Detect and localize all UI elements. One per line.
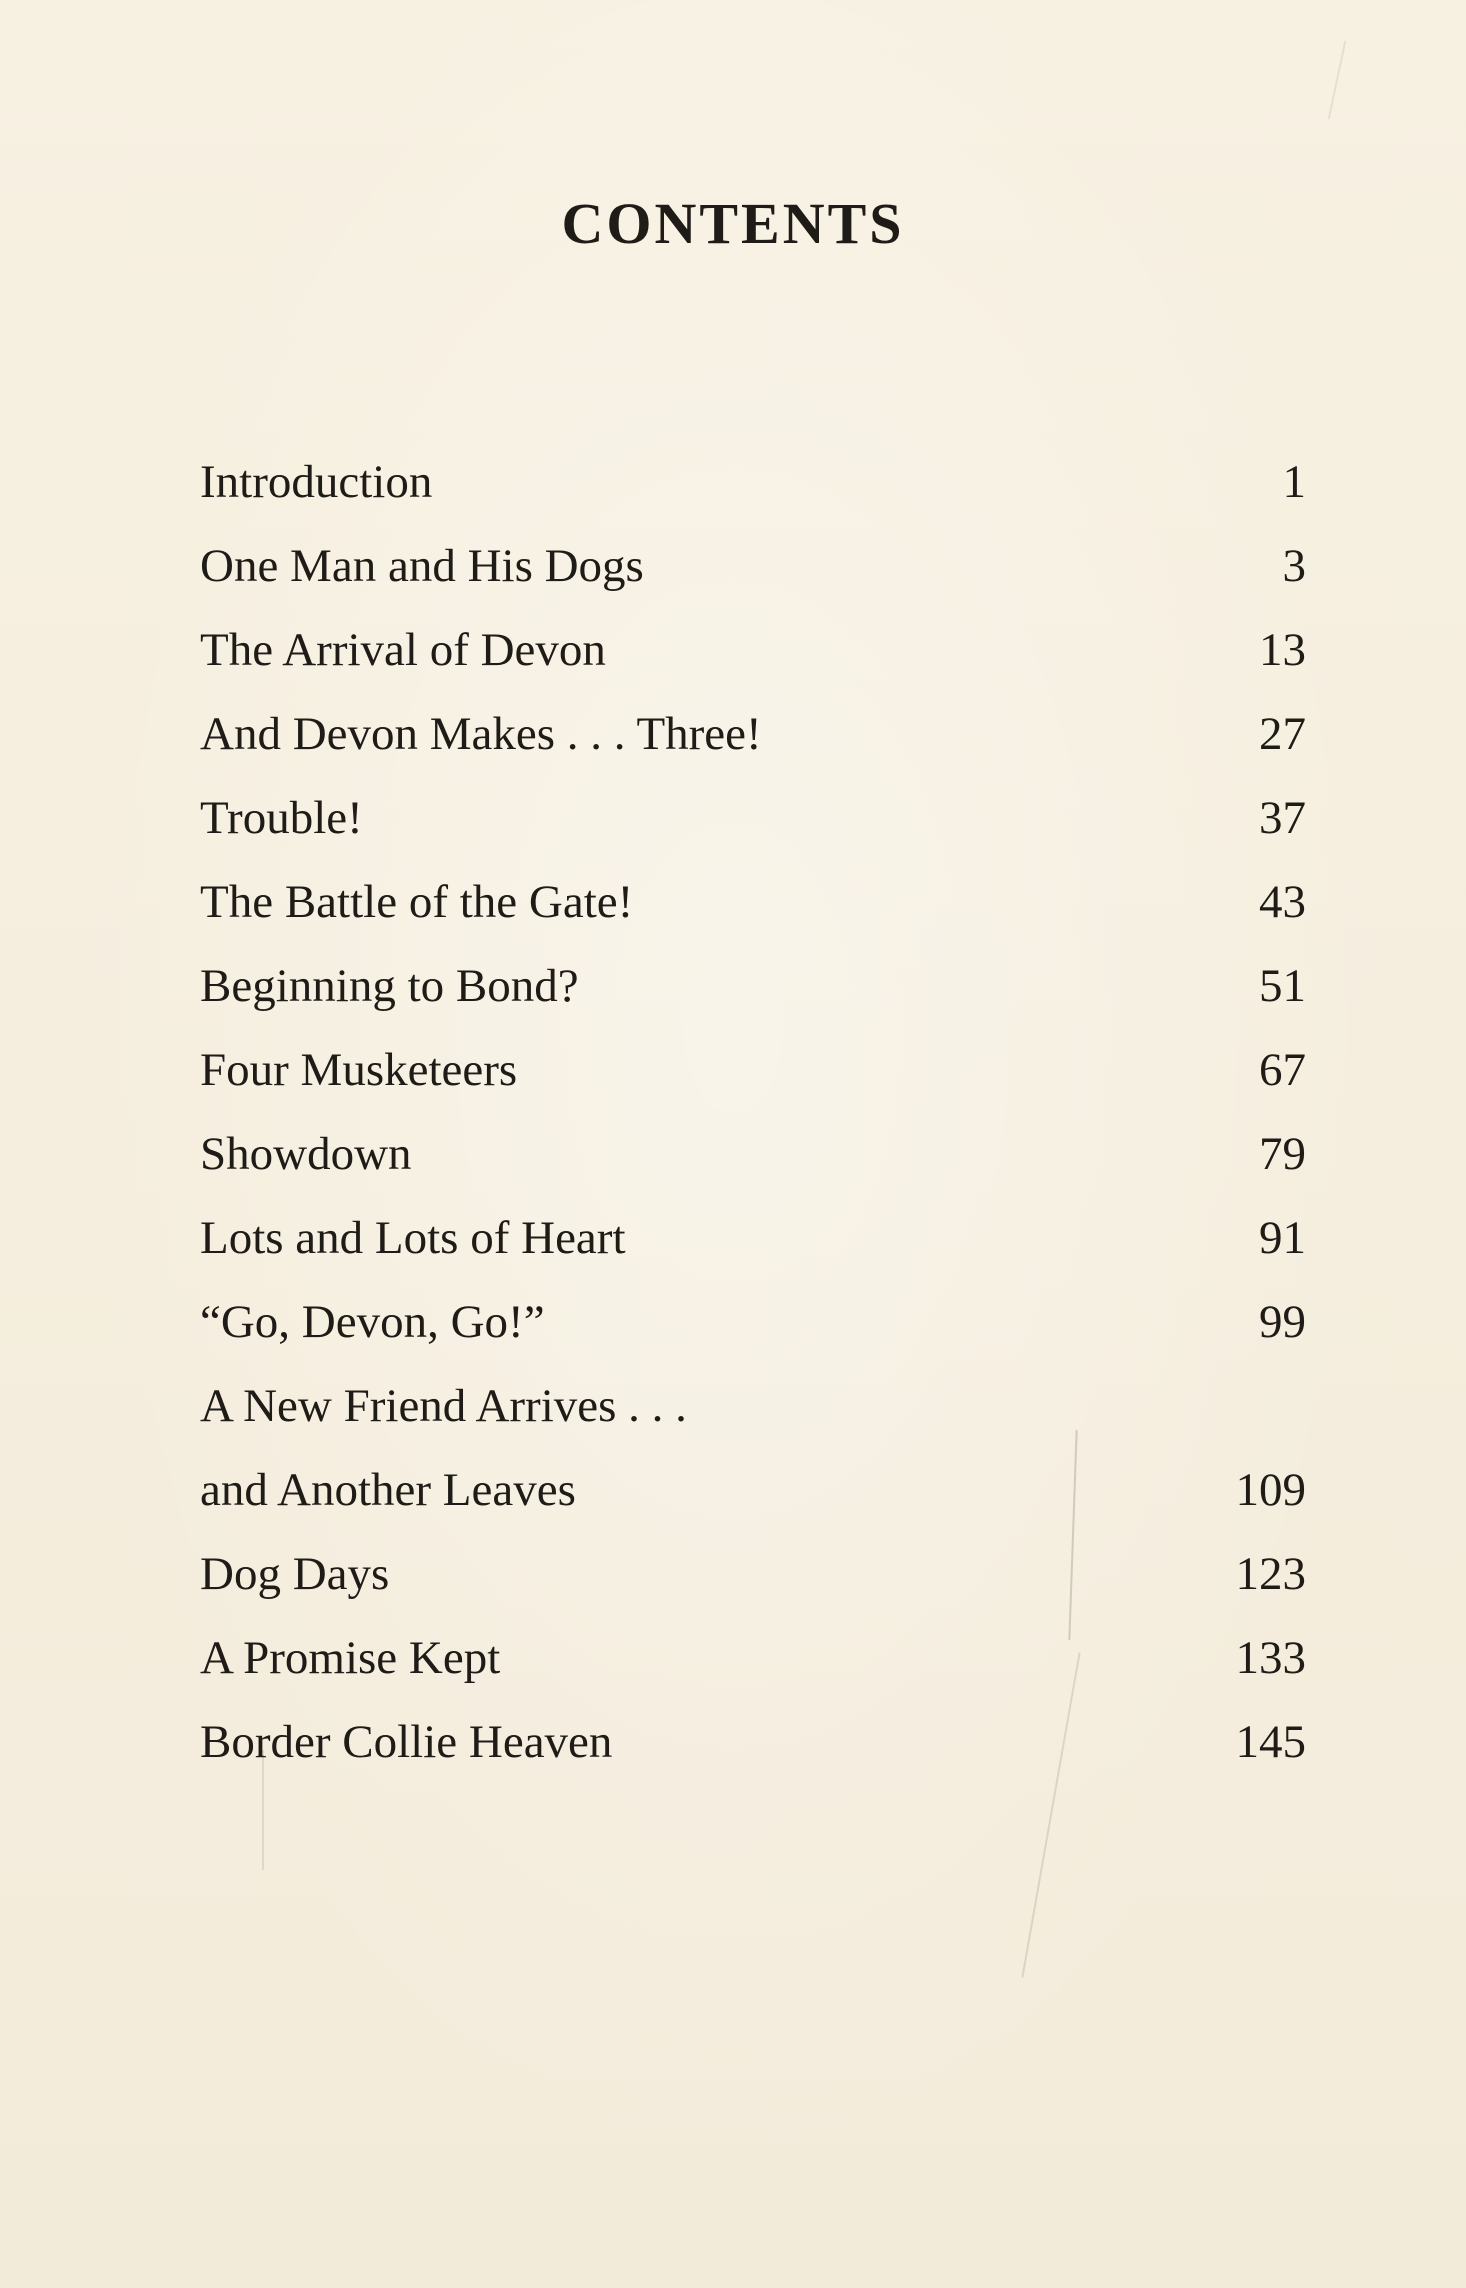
page-title: CONTENTS — [561, 191, 905, 256]
chapter-title: And Devon Makes . . . Three! — [200, 708, 762, 760]
chapter-title: The Arrival of Devon — [200, 624, 606, 676]
chapter-title: Dog Days — [200, 1548, 390, 1600]
chapter-title: One Man and His Dogs — [200, 540, 644, 592]
page-number: 67 — [1259, 1044, 1306, 1096]
page-number: 123 — [1235, 1548, 1306, 1600]
page-number: 43 — [1259, 876, 1306, 928]
toc-entry — [200, 776, 1306, 860]
chapter-title: Introduction — [200, 456, 433, 508]
page-number: 99 — [1259, 1296, 1306, 1348]
page-number: 109 — [1235, 1464, 1306, 1516]
chapter-title: Lots and Lots of Heart — [200, 1212, 626, 1264]
toc-entry — [200, 860, 1306, 944]
toc-entry — [200, 1196, 1306, 1280]
chapter-title: Showdown — [200, 1128, 412, 1180]
chapter-title: A New Friend Arrives . . . — [200, 1380, 687, 1432]
page-number: 37 — [1259, 792, 1306, 844]
toc-entry — [200, 608, 1306, 692]
toc-entry — [200, 524, 1306, 608]
toc-entry — [200, 1112, 1306, 1196]
toc-entry — [200, 1028, 1306, 1112]
chapter-title: Beginning to Bond? — [200, 960, 579, 1012]
page-number: 27 — [1259, 708, 1306, 760]
chapter-title: Four Musketeers — [200, 1044, 518, 1096]
page-number: 1 — [1282, 456, 1306, 508]
table-of-contents — [200, 440, 1306, 1784]
toc-entry — [200, 440, 1306, 524]
chapter-title: and Another Leaves — [200, 1464, 576, 1516]
chapter-title: “Go, Devon, Go!” — [200, 1296, 545, 1348]
chapter-title: A Promise Kept — [200, 1632, 501, 1684]
page-number: 145 — [1235, 1716, 1306, 1768]
toc-entry — [200, 944, 1306, 1028]
paper-crease — [1328, 41, 1347, 120]
toc-entry — [200, 1700, 1306, 1784]
toc-entry — [200, 1448, 1306, 1532]
chapter-title: Border Collie Heaven — [200, 1716, 613, 1768]
toc-entry — [200, 1280, 1306, 1364]
toc-entry — [200, 1364, 1306, 1448]
chapter-title: The Battle of the Gate! — [200, 876, 634, 928]
page-number: 3 — [1282, 540, 1306, 592]
page-number: 13 — [1259, 624, 1306, 676]
page-number: 133 — [1235, 1632, 1306, 1684]
toc-entry — [200, 1532, 1306, 1616]
page-number: 79 — [1259, 1128, 1306, 1180]
toc-entry — [200, 1616, 1306, 1700]
page-number: 91 — [1259, 1212, 1306, 1264]
chapter-title: Trouble! — [200, 792, 363, 844]
toc-entry — [200, 692, 1306, 776]
page-number: 51 — [1259, 960, 1306, 1012]
